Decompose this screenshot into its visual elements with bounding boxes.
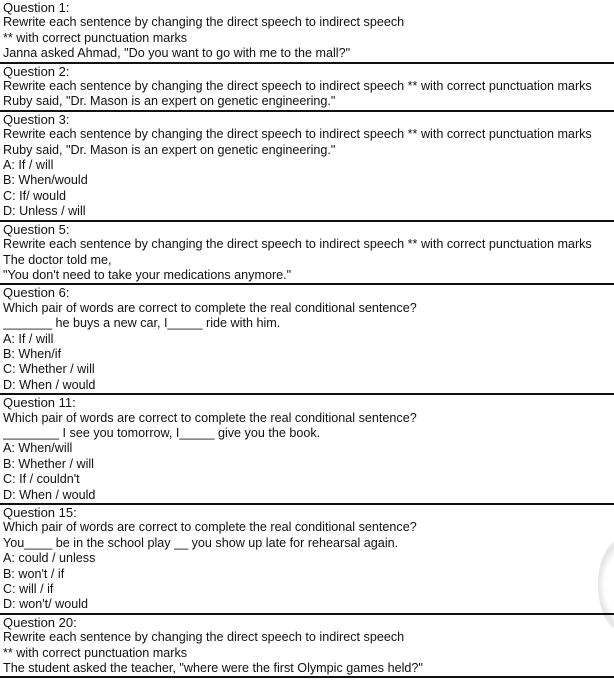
question-instruction: Which pair of words are correct to complete the real conditional sentence? (3, 410, 417, 425)
question-3 (0, 112, 614, 220)
question-sentence: ________ I see you tomorrow, I_____ give you the book. (3, 425, 321, 440)
question-sentence: Ruby said, "Dr. Mason is an expert on genetic engineering." (3, 94, 336, 109)
question-instruction: ** with correct punctuation marks (3, 30, 188, 45)
question-instruction: Rewrite each sentence by changing the direct speech to indirect speech ** with correct punctuation marks (3, 79, 592, 94)
answer-option-c: C: If / couldn't (3, 472, 80, 487)
question-title: Question 5: (3, 221, 70, 237)
question-6 (0, 285, 614, 393)
question-5 (0, 222, 614, 284)
question-sentence: "You don't need to take your medications anymore." (3, 267, 292, 282)
question-15 (0, 505, 614, 613)
question-title: Question 3: (3, 111, 70, 127)
divider (0, 676, 614, 678)
question-instruction: Which pair of words are correct to complete the real conditional sentence? (3, 520, 417, 535)
question-instruction: Rewrite each sentence by changing the direct speech to indirect speech (3, 630, 405, 645)
answer-option-a: A: When/will (3, 441, 73, 456)
answer-option-c: C: If/ would (3, 188, 66, 203)
question-instruction: Rewrite each sentence by changing the direct speech to indirect speech ** with correct punctuation marks (3, 127, 592, 142)
question-title: Question 11: (3, 395, 76, 411)
answer-option-b: B: When/if (3, 346, 62, 361)
question-1 (0, 0, 614, 62)
question-sentence: Janna asked Ahmad, "Do you want to go with me to the mall?" (3, 46, 351, 61)
question-title: Question 1: (3, 0, 70, 15)
question-title: Question 20: (3, 614, 77, 630)
question-instruction: ** with correct punctuation marks (3, 645, 188, 660)
answer-option-d: D: won't/ would (3, 597, 89, 612)
question-title: Question 2: (3, 63, 70, 79)
question-instruction: Rewrite each sentence by changing the direct speech to indirect speech (3, 15, 405, 30)
answer-option-d: D: When / would (3, 487, 96, 502)
question-sentence: The doctor told me, (3, 252, 112, 267)
question-sentence: _______ he buys a new car, I_____ ride with him. (3, 316, 281, 331)
question-title: Question 6: (3, 285, 70, 301)
question-title: Question 15: (3, 505, 77, 520)
answer-option-b: B: Whether / will (3, 456, 94, 471)
answer-option-b: B: When/would (3, 173, 88, 188)
question-instruction: Which pair of words are correct to complete the real conditional sentence? (3, 300, 417, 315)
question-11 (0, 395, 614, 503)
question-sentence: The student asked the teacher, "where were the first Olympic games held?" (3, 661, 423, 676)
question-sentence: You____ be in the school play __ you show up late for rehearsal again. (3, 535, 399, 550)
answer-option-c: C: Whether / will (3, 362, 95, 377)
question-20 (0, 615, 614, 677)
answer-option-b: B: won't / if (3, 566, 65, 581)
question-sentence: Ruby said, "Dr. Mason is an expert on genetic engineering." (3, 142, 336, 157)
answer-option-c: C: will / if (3, 582, 54, 597)
question-2 (0, 64, 614, 110)
answer-option-d: D: When / would (3, 377, 96, 392)
answer-option-a: A: If / will (3, 158, 54, 173)
question-instruction: Rewrite each sentence by changing the direct speech to indirect speech ** with correct punctuation marks (3, 237, 592, 252)
answer-option-a: A: If / will (3, 331, 54, 346)
answer-option-d: D: Unless / will (3, 204, 86, 219)
answer-option-a: A: could / unless (3, 551, 96, 566)
